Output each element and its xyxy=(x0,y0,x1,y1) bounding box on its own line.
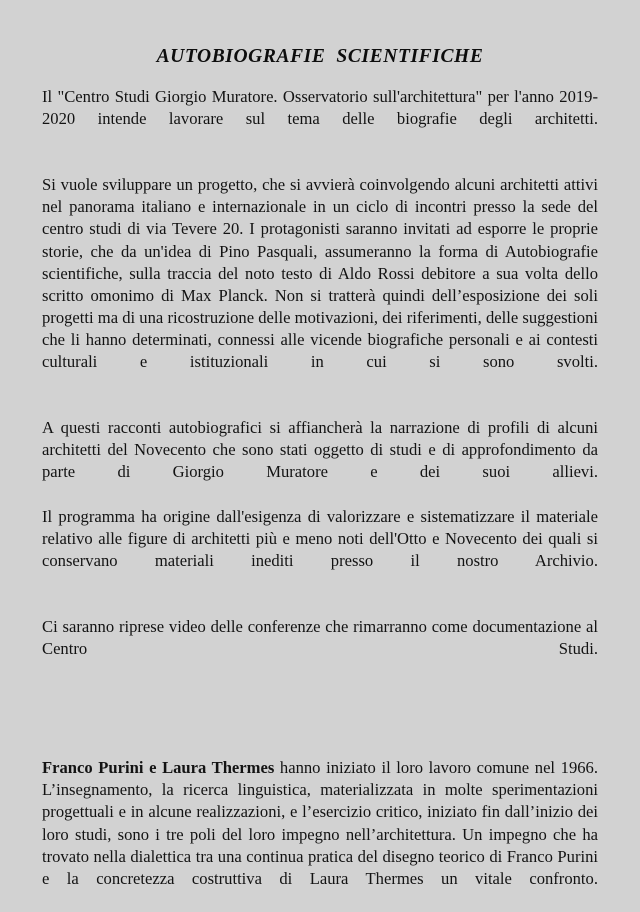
paragraph-spacer xyxy=(42,152,598,174)
paragraph-riprese: Ci saranno riprese video delle conferenze che rimarranno come documentazione al Centro Studi. xyxy=(42,616,598,659)
page-title: AUTOBIOGRAFIE SCIENTIFICHE xyxy=(156,46,484,67)
paragraph-programma: Il programma ha origine dall'esigenza di valorizzare e sistematizzare il materiale relativo alle figure di architetti più e meno noti dell'Otto e Novecento dei quali si conservano materiali inediti presso il nostro Archivio. xyxy=(42,506,598,570)
paragraph-spacer xyxy=(42,594,598,616)
document-body xyxy=(42,86,598,912)
profile-name-bold: Franco Purini e Laura Thermes xyxy=(42,758,275,778)
profile-body-text: hanno iniziato il loro lavoro comune nel 1966. L’insegnamento, la ricerca linguistica, materializzata in molte sperimentazioni progettuali e in alcune realizzazioni, e l’esercizio critico, iniziato fin dall’inizio dei loro studi, sono i tre poli del loro impegno nell’architettura. Un impegno che ha trovato nella dialettica tra una continua pratica del disegno teorico di Franco Purini e la concretezza costruttiva di Laura Thermes un vitale confronto. xyxy=(42,758,598,888)
paragraph-racconti: A questi racconti autobiografici si affiancherà la narrazione di profili di alcuni architetti del Novecento che sono stati oggetto di studi e di approfondimento da parte di Giorgio Muratore e dei suoi allievi. xyxy=(42,418,598,482)
paragraph-purini-thermes xyxy=(42,757,598,912)
section-spacer xyxy=(42,682,598,757)
paragraph-spacer xyxy=(42,395,598,417)
paragraph-progetto: Si vuole sviluppare un progetto, che si avvierà coinvolgendo alcuni architetti attivi nel panorama italiano e internazionale in un ciclo di incontri presso la sede del centro studi di via Tevere 20. I protagonisti saranno invitati ad esporre le proprie storie, che da un'idea di Pino Pasquali, assumeranno la forma di Autobiografie scientifiche, sulla traccia del noto testo di Aldo Rossi debitore a sua volta dello scritto omonimo di Max Planck. Non si tratterà quindi dell’esposizione dei soli progetti ma di una ricostruzione delle motivazioni, dei riferimenti, delle suggestioni che li hanno determinati, connessi alle vicende biografiche personali e ai contesti culturali e istituzionali in cui si sono svolti. xyxy=(42,175,598,372)
paragraph-intro: Il "Centro Studi Giorgio Muratore. Osservatorio sull'architettura" per l'anno 2019-2020 intende lavorare sul tema delle biografie degli architetti. xyxy=(42,87,598,129)
